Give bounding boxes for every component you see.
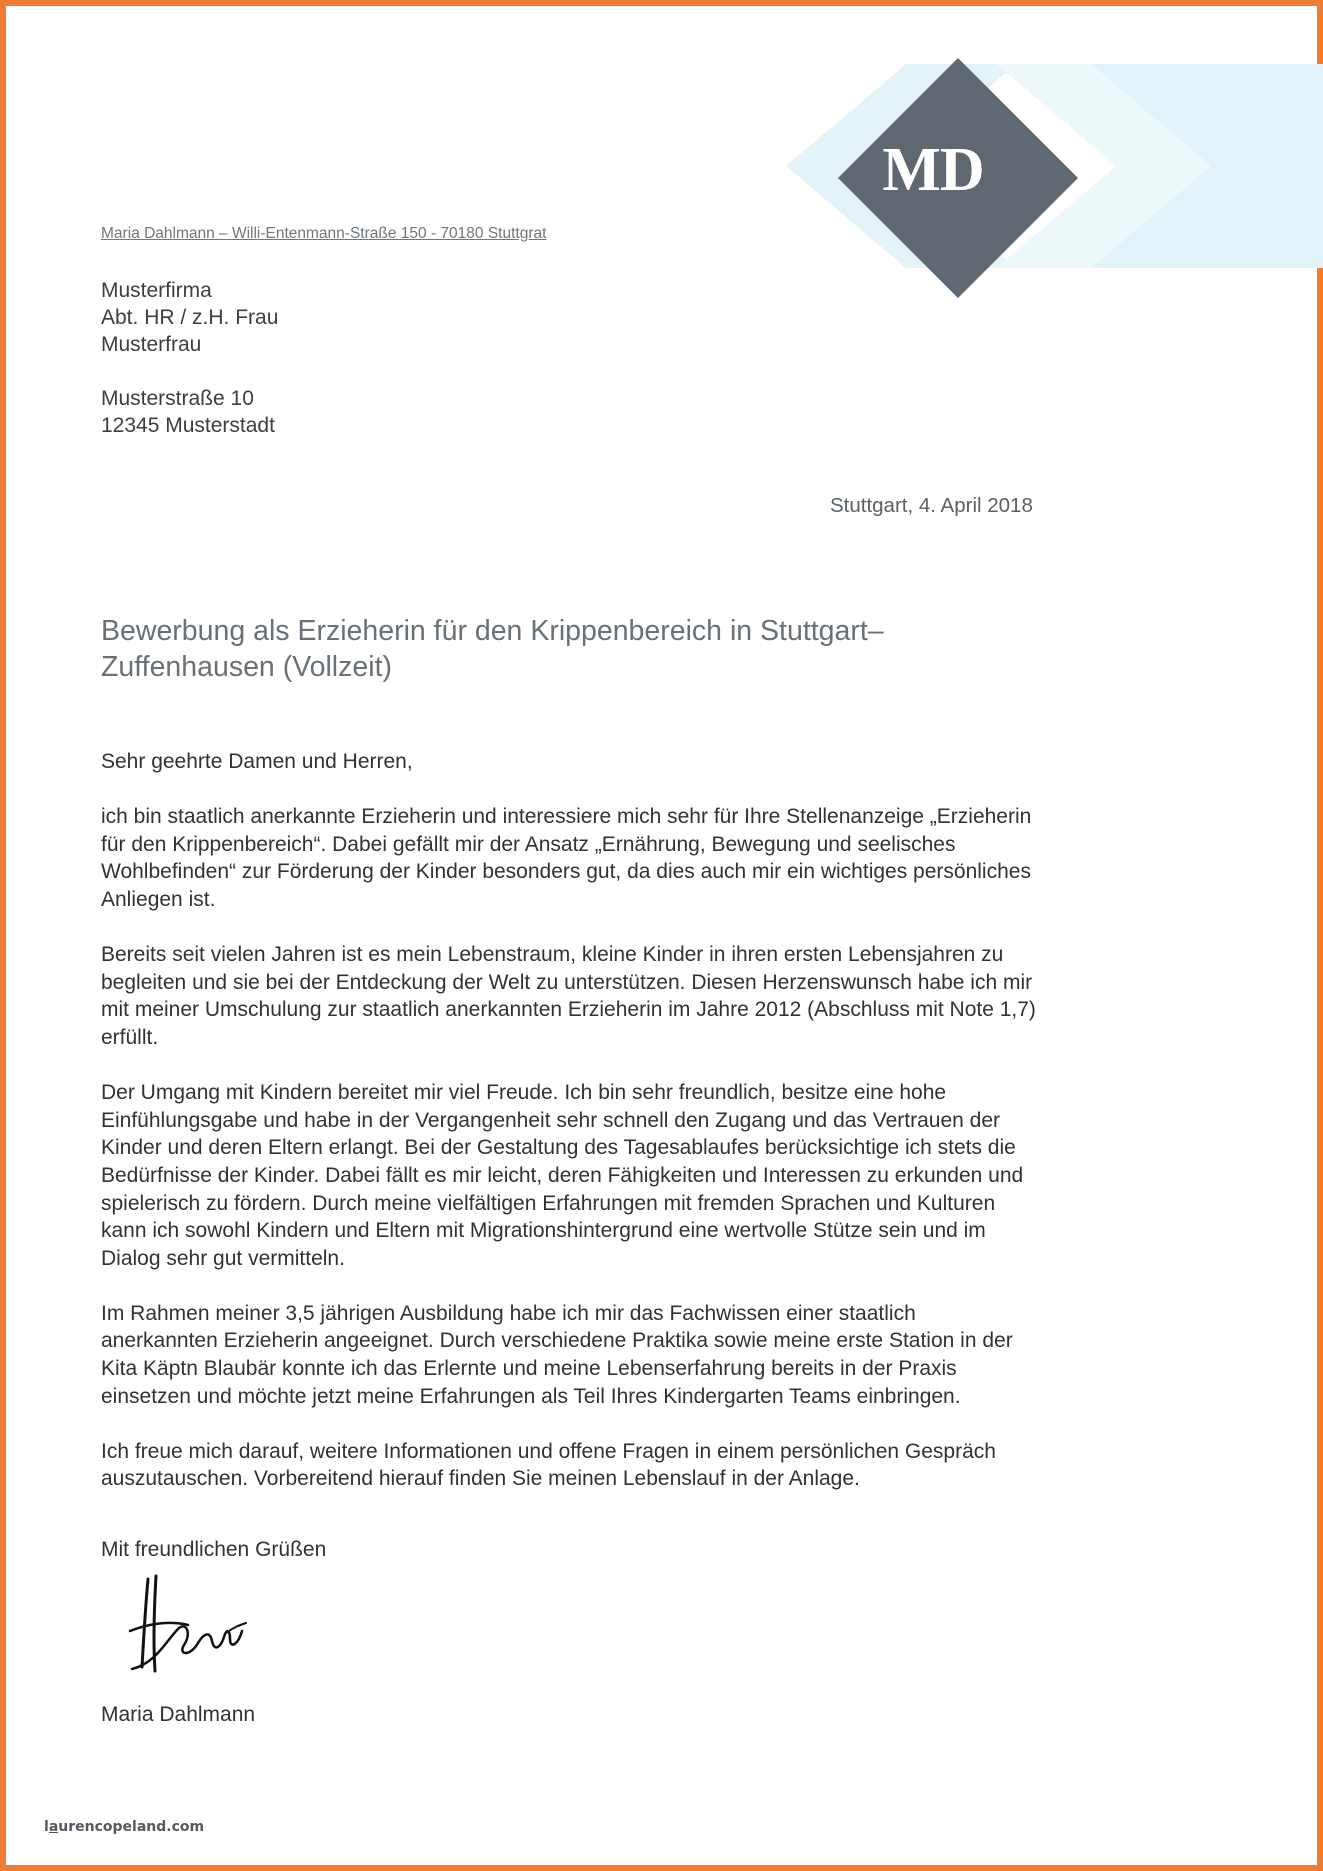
paragraph-line: Wohlbefinden“ zur Förderung der Kinder besonders gut, da dies auch mir ein wichtiges persönliches — [101, 860, 1031, 884]
paragraph-line: Anliegen ist. — [101, 887, 216, 911]
paragraph-line: anerkannten Erzieherin angeeignet. Durch verschiedene Praktika sowie meine erste Station in der — [101, 1329, 1013, 1353]
handwritten-signature — [126, 1571, 266, 1681]
paragraph-line: begleiten und sie bei der Entdeckung der Welt zu unterstützen. Diesen Herzenswunsch habe ich mir — [101, 970, 1033, 994]
paragraph-line: kann ich sowohl Kindern und Eltern mit Migrationshintergrund eine wertvolle Stütze sein und im — [101, 1219, 986, 1243]
paragraph-line: spielerisch zu fördern. Durch meine vielfältigen Erfahrungen mit fremden Sprachen und Kulturen — [101, 1191, 996, 1215]
paragraph-line: Einfühlungsgabe und habe in der Vergangenheit sehr schnell den Zugang und das Vertrauen der — [101, 1108, 1001, 1132]
recipient-line: Abt. HR / z.H. Frau — [101, 306, 279, 329]
paragraph-line: mit meiner Umschulung zur staatlich anerkannten Erzieherin im Jahre 2012 (Abschluss mit Note 1,7) — [101, 998, 1036, 1022]
paragraph-line: Ich freue mich darauf, weitere Informationen und offene Fragen in einem persönlichen Gespräch — [101, 1439, 996, 1463]
paragraph — [101, 1438, 1201, 1493]
paragraph — [101, 1300, 1201, 1410]
recipient-city: 12345 Musterstadt — [101, 414, 275, 437]
letter-date: Stuttgart, 4. April 2018 — [830, 494, 1033, 517]
paragraph-line: für den Krippenbereich“. Dabei gefällt mir der Ansatz „Ernährung, Bewegung und seelisches — [101, 832, 956, 856]
watermark: laurencopeland.com — [44, 1819, 205, 1835]
signer-name: Maria Dahlmann — [101, 1703, 256, 1726]
paragraph-line: Bereits seit vielen Jahren ist es mein Lebenstraum, kleine Kinder in ihren ersten Lebensjahren zu — [101, 943, 1004, 967]
paragraph-line: einsetzen und möchte jetzt meine Erfahrungen als Teil Ihres Kindergarten Teams einbringen. — [101, 1384, 961, 1408]
recipient-line: Musterfrau — [101, 333, 202, 356]
paragraph-line: Bedürfnisse der Kinder. Dabei fällt es mir leicht, deren Fähigkeiten und Interessen zu erkunden und — [101, 1163, 1024, 1187]
paragraph-line: auszutauschen. Vorbereitend hierauf finden Sie meinen Lebenslauf in der Anlage. — [101, 1467, 860, 1491]
paragraph — [101, 1079, 1201, 1272]
letter-body — [101, 748, 1201, 1493]
paragraph-line: Der Umgang mit Kindern bereitet mir viel Freude. Ich bin sehr freundlich, besitze eine hohe — [101, 1081, 947, 1105]
logo-initials: MD — [882, 136, 984, 204]
paragraph-line: Dialog sehr gut vermitteln. — [101, 1246, 345, 1270]
subject-line: Zuffenhausen (Vollzeit) — [101, 651, 392, 683]
letter-subject — [101, 613, 1061, 685]
closing-phrase: Mit freundlichen Grüßen — [101, 1538, 327, 1561]
salutation: Sehr geehrte Damen und Herren, — [101, 750, 413, 773]
paragraph-line: Im Rahmen meiner 3,5 jährigen Ausbildung habe ich mir das Fachwissen einer staatlich — [101, 1301, 916, 1325]
paragraph-line: Kita Käptn Blaubär konnte ich das Erlernte und meine Lebenserfahrung bereits in der Praxis — [101, 1357, 957, 1381]
paragraph — [101, 941, 1201, 1051]
recipient-line: Musterfirma — [101, 279, 212, 302]
recipient-block — [101, 277, 278, 439]
paragraph-line: erfüllt. — [101, 1025, 159, 1049]
subject-line: Bewerbung als Erzieherin für den Krippenbereich in Stuttgart– — [101, 615, 884, 647]
paragraph-line: Kinder und deren Eltern erlangt. Bei der Gestaltung des Tagesablaufes berücksichtige ich stets die — [101, 1136, 1016, 1160]
sender-address-line: Maria Dahlmann – Willi-Entenmann-Straße 150 - 70180 Stuttgrat — [101, 225, 547, 242]
paragraph — [101, 803, 1201, 913]
paragraph-line: ich bin staatlich anerkannte Erzieherin und interessiere mich sehr für Ihre Stellenanzeige „Erzieherin — [101, 805, 1032, 829]
recipient-street: Musterstraße 10 — [101, 387, 254, 410]
